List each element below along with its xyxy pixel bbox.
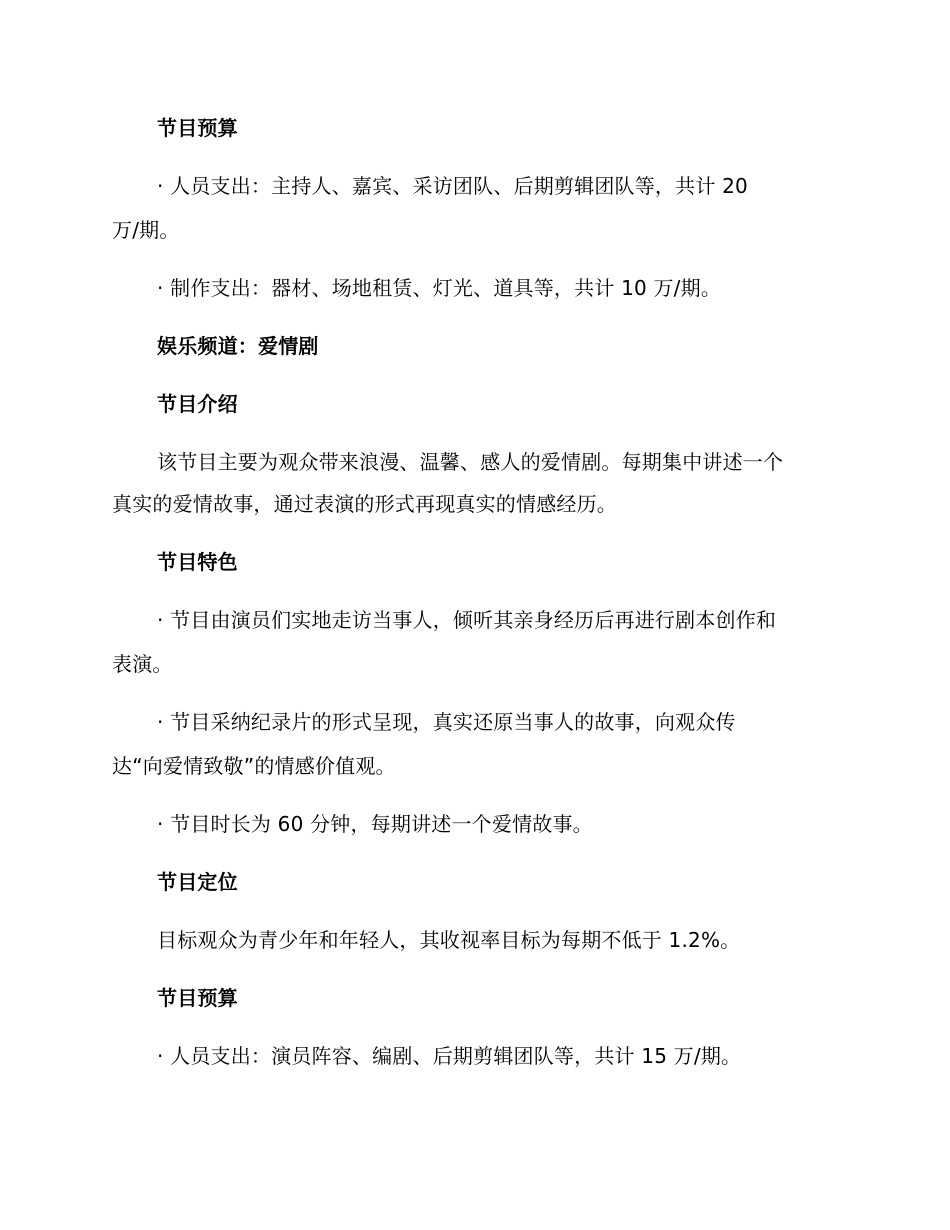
personnel-expense-item: · 人员支出：演员阵容、编剧、后期剪辑团队等，共计 15 万/期。 xyxy=(157,1044,742,1068)
intro-paragraph: 该节目主要为观众带来浪漫、温馨、感人的爱情剧。每期集中讲述一个 xyxy=(157,450,784,474)
intro-paragraph-continued: 真实的爱情故事，通过表演的形式再现真实的情感经历。 xyxy=(112,492,617,516)
features-heading: 节目特色 xyxy=(157,550,238,574)
feature-item: · 节目采纳纪录片的形式呈现，真实还原当事人的故事，向观众传 xyxy=(157,710,736,734)
feature-item-continued: 达“向爱情致敬”的情感价值观。 xyxy=(112,754,396,778)
positioning-paragraph: 目标观众为青少年和年轻人，其收视率目标为每期不低于 1.2%。 xyxy=(157,928,741,952)
feature-item: · 节目由演员们实地走访当事人，倾听其亲身经历后再进行剧本创作和 xyxy=(157,608,777,632)
production-expense-item: · 制作支出：器材、场地租赁、灯光、道具等，共计 10 万/期。 xyxy=(157,276,722,300)
positioning-heading: 节目定位 xyxy=(157,870,238,894)
feature-item: · 节目时长为 60 分钟，每期讲述一个爱情故事。 xyxy=(157,812,593,836)
personnel-expense-item-continued: 万/期。 xyxy=(112,218,180,242)
budget-heading: 节目预算 xyxy=(157,986,238,1010)
intro-heading: 节目介绍 xyxy=(157,392,238,416)
personnel-expense-item: · 人员支出：主持人、嘉宾、采访团队、后期剪辑团队等，共计 20 xyxy=(157,174,748,198)
feature-item-continued: 表演。 xyxy=(112,652,173,676)
channel-title: 娱乐频道：爱情剧 xyxy=(157,334,319,358)
budget-heading: 节目预算 xyxy=(157,116,238,140)
